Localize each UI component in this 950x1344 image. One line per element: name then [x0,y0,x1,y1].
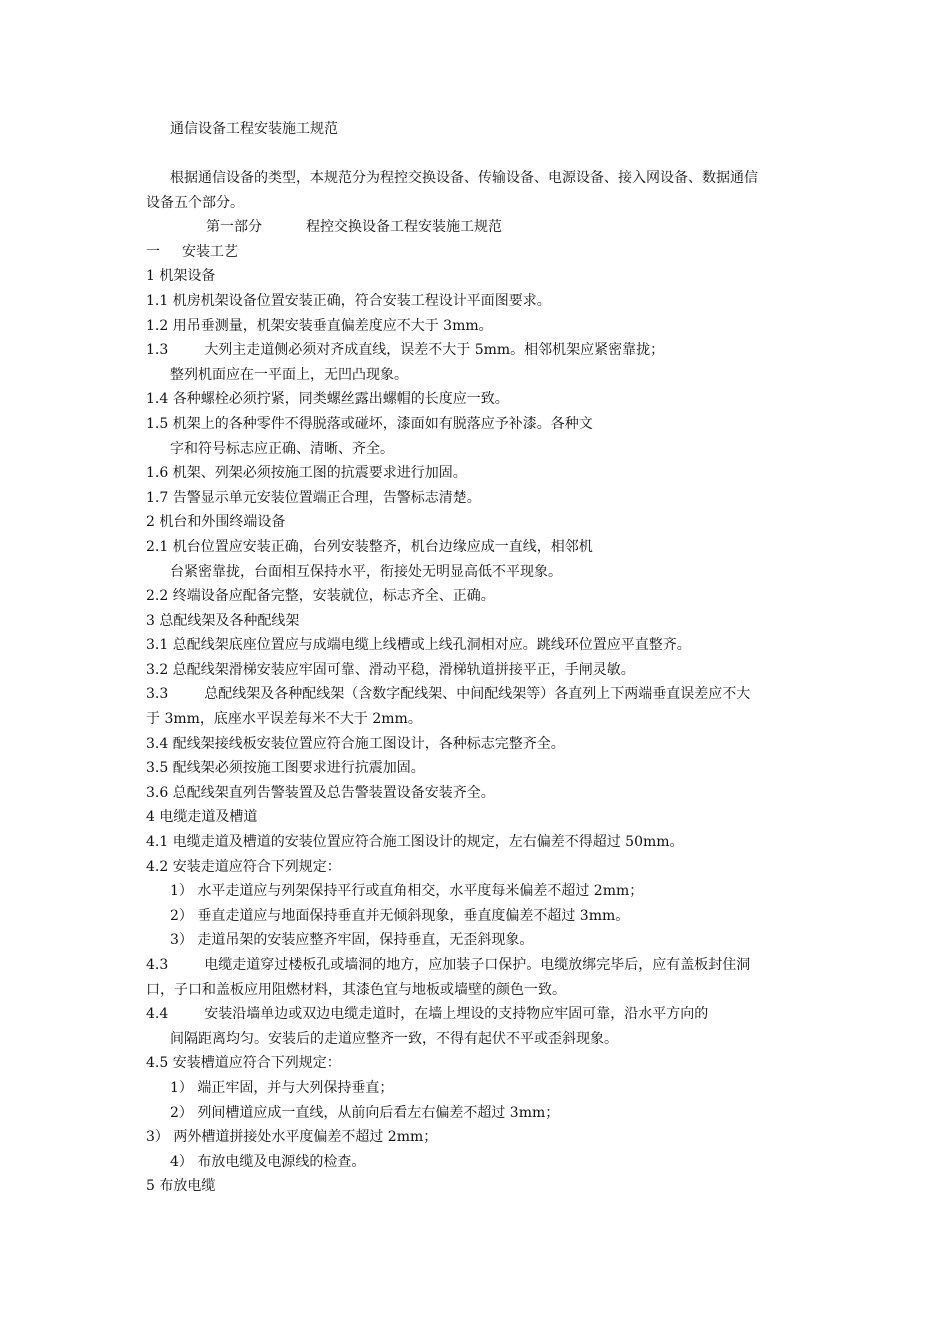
clause-number: 4.3 [146,957,169,973]
clause-text: 总配线架及各种配线架（含数字配线架、中间配线架等）各直列上下两端垂直误差应不大 [204,686,751,703]
clause-4-1: 4.1 电缆走道及槽道的安装位置应符合施工图设计的规定，左右偏差不得超过 50mm。 [146,834,684,851]
clause-4-3-line-2: 口，子口和盖板应用阻燃材料，其漆色宜与地板或墙壁的颜色一致。 [146,981,566,998]
clause-number: 4.4 [146,1006,169,1023]
part-title: 程控交换设备工程安装施工规范 [306,219,502,236]
clause-4-4-line-2: 间隔距离均匀。安装后的走道应整齐一致，不得有起伏不平或歪斜现象。 [170,1030,618,1047]
section-heading-1 [146,240,811,265]
clause-1-7: 1.7 告警显示单元安装位置端正合理，告警标志清楚。 [146,489,481,506]
clause-1-4: 1.4 各种螺栓必须拧紧，同类螺丝露出螺帽的长度应一致。 [146,391,509,408]
heading-3: 3 总配线架及各种配线架 [146,612,300,629]
heading-4: 4 电缆走道及槽道 [146,809,258,826]
clause-number: 1.3 [146,342,169,359]
clause-4-3-line-1 [146,953,811,978]
part-number: 第一部分 [206,219,262,236]
clause-1-5-line-1: 1.5 机架上的各种零件不得脱落或碰坏，漆面如有脱落应予补漆。各种文 [146,415,593,432]
section-number: 一 [146,243,160,260]
clause-text: 大列主走道侧必须对齐成直线，误差不大于 5mm。相邻机架应紧密靠拢； [204,342,665,359]
clause-1-1: 1.1 机房机架设备位置安装正确，符合安装工程设计平面图要求。 [146,292,551,309]
clause-3-3-line-1 [146,682,811,707]
clause-3-4: 3.4 配线架接线板安装位置应符合施工图设计，各种标志完整齐全。 [146,735,565,752]
clause-4-4-line-1 [146,1002,811,1027]
clause-1-2: 1.2 用吊垂测量，机架安装垂直偏差度应不大于 3mm。 [146,317,493,334]
section-title: 安装工艺 [182,243,238,260]
clause-3-3-line-2: 于 3mm，底座水平误差每米不大于 2mm。 [146,711,422,728]
clause-4-2-item-3: 3） 走道吊架的安装应整齐牢固，保持垂直，无歪斜现象。 [170,932,534,949]
intro-paragraph-line-2: 设备五个部分。 [146,194,244,211]
document-title: 通信设备工程安装施工规范 [170,121,338,137]
clause-2-1-line-2: 台紧密靠拢，台面相互保持水平，衔接处无明显高低不平现象。 [170,563,562,580]
part-heading [146,215,811,240]
document-body [146,166,811,1199]
clause-3-6: 3.6 总配线架直列告警装置及总告警装置设备安装齐全。 [146,784,495,801]
clause-1-3-line-2: 整列机面应在一平面上，无凹凸现象。 [170,366,408,383]
clause-4-2-item-1: 1） 水平走道应与列架保持平行或直角相交，水平度每米偏差不超过 2mm； [170,883,644,900]
clause-4-5-item-2: 2） 列间槽道应成一直线，从前向后看左右偏差不超过 3mm； [170,1104,560,1121]
clause-3-2: 3.2 总配线架滑梯安装应牢固可靠、滑动平稳，滑梯轨道拼接平正，手闸灵敏。 [146,661,635,678]
clause-4-2-item-2: 2） 垂直走道应与地面保持垂直并无倾斜现象，垂直度偏差不超过 3mm。 [170,907,630,924]
clause-4-5-item-3: 3） 两外槽道拼接处水平度偏差不超过 2mm； [146,1129,438,1146]
clause-1-6: 1.6 机架、列架必须按施工图的抗震要求进行加固。 [146,465,467,482]
clause-3-5: 3.5 配线架必须按施工图要求进行抗震加固。 [146,760,425,777]
heading-2: 2 机台和外围终端设备 [146,514,286,531]
clause-text: 电缆走道穿过楼板孔或墙洞的地方，应加装子口保护。电缆放绑完毕后，应有盖板封住洞 [204,957,751,973]
clause-3-1: 3.1 总配线架底座位置应与成端电缆上线槽或上线孔洞相对应。跳线环位置应平直整齐。 [146,637,691,654]
clause-number: 3.3 [146,686,169,703]
clause-text: 安装沿墙单边或双边电缆走道时，在墙上埋设的支持物应牢固可靠，沿水平方向的 [204,1006,709,1023]
heading-5: 5 布放电缆 [146,1178,216,1195]
intro-paragraph-line-1: 根据通信设备的类型，本规范分为程控交换设备、传输设备、电源设备、接入网设备、数据通信 [170,170,758,186]
clause-4-5: 4.5 安装槽道应符合下列规定： [146,1055,341,1072]
clause-4-5-item-4: 4） 布放电缆及电源线的检查。 [170,1153,366,1170]
clause-1-5-line-2: 字和符号标志应正确、清晰、齐全。 [170,440,394,457]
heading-1: 1 机架设备 [146,268,216,285]
clause-2-1-line-1: 2.1 机台位置应安装正确，台列安装整齐，机台边缘应成一直线，相邻机 [146,538,593,555]
clause-1-3-line-1 [146,338,811,363]
clause-4-5-item-1: 1） 端正牢固，并与大列保持垂直； [170,1079,394,1096]
clause-4-2: 4.2 安装走道应符合下列规定： [146,858,341,875]
clause-2-2: 2.2 终端设备应配备完整，安装就位，标志齐全、正确。 [146,588,495,605]
